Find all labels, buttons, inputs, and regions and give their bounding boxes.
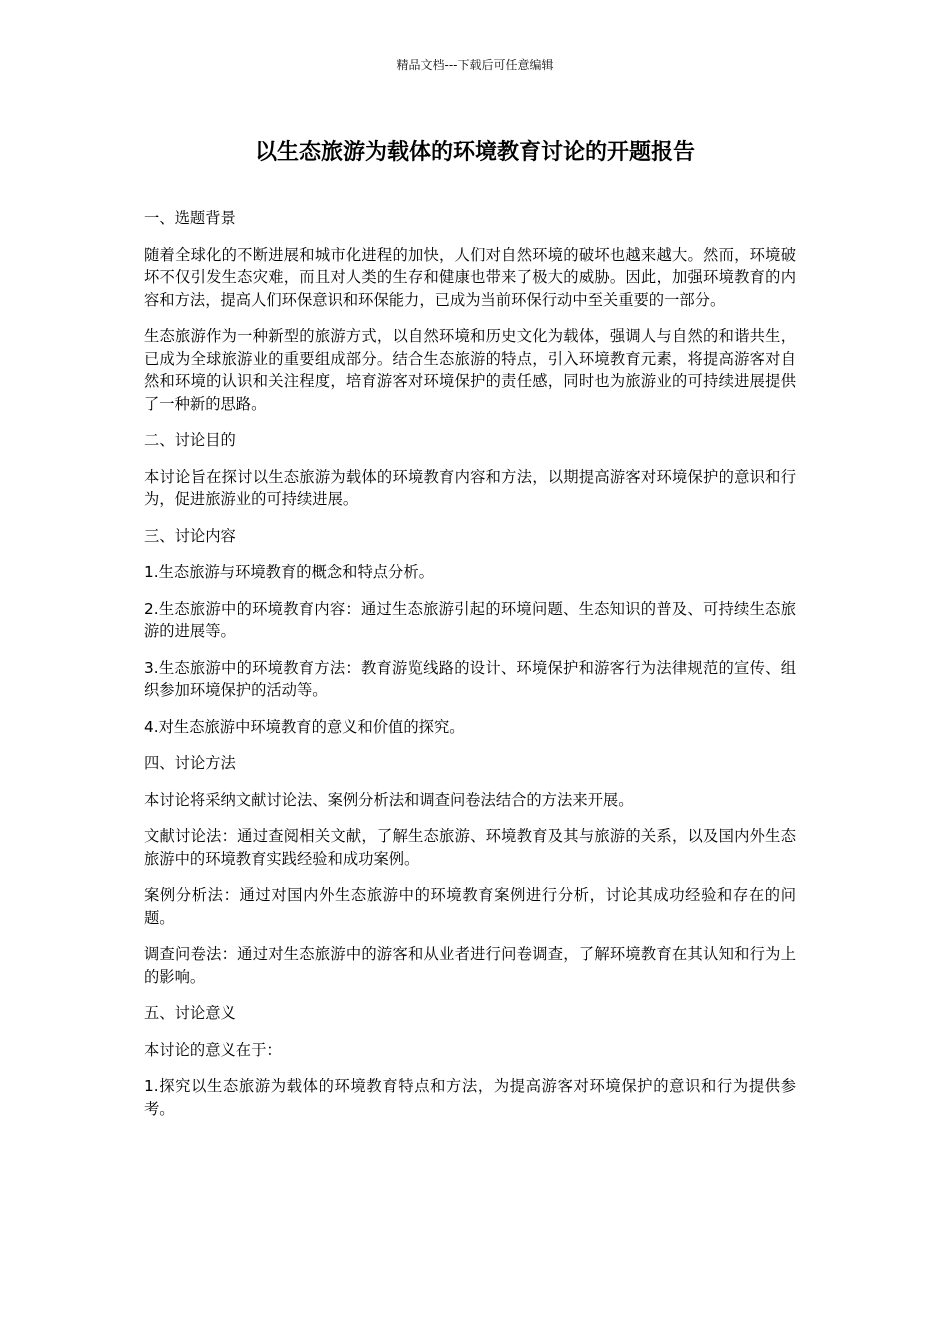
document-body	[144, 207, 796, 1134]
body-paragraph: 随着全球化的不断进展和城市化进程的加快，人们对自然环境的破坏也越来越大。然而，环境破坏不仅引发生态灾难，而且对人类的生存和健康也带来了极大的威胁。因此，加强环境教育的内容和方法，提高人们环保意识和环保能力，已成为当前环保行动中至关重要的一部分。	[144, 245, 796, 309]
list-item: 1.探究以生态旅游为载体的环境教育特点和方法，为提高游客对环境保护的意识和行为提供参考。	[144, 1077, 796, 1118]
header-note: 精品文档---下载后可任意编辑	[396, 58, 554, 72]
body-paragraph: 本讨论将采纳文献讨论法、案例分析法和调查问卷法结合的方法来开展。	[144, 790, 634, 809]
body-paragraph: 文献讨论法：通过查阅相关文献，了解生态旅游、环境教育及其与旅游的关系，以及国内外生态旅游中的环境教育实践经验和成功案例。	[144, 827, 796, 868]
body-paragraph: 生态旅游作为一种新型的旅游方式，以自然环境和历史文化为载体，强调人与自然的和谐共生，已成为全球旅游业的重要组成部分。结合生态旅游的特点，引入环境教育元素，将提高游客对自然和环境的认识和关注程度，培育游客对环境保护的责任感，同时也为旅游业的可持续进展提供了一种新的思路。	[144, 327, 796, 413]
body-paragraph: 案例分析法：通过对国内外生态旅游中的环境教育案例进行分析，讨论其成功经验和存在的问题。	[144, 886, 796, 927]
list-item: 2.生态旅游中的环境教育内容：通过生态旅游引起的环境问题、生态知识的普及、可持续生态旅游的进展等。	[144, 599, 796, 640]
list-item: 1.生态旅游与环境教育的概念和特点分析。	[144, 563, 434, 581]
section-heading-content: 三、讨论内容	[144, 526, 236, 545]
body-paragraph: 本讨论旨在探讨以生态旅游为载体的环境教育内容和方法，以期提高游客对环境保护的意识和行为，促进旅游业的可持续进展。	[144, 467, 796, 508]
section-heading-significance: 五、讨论意义	[144, 1004, 236, 1022]
body-paragraph: 调查问卷法：通过对生态旅游中的游客和从业者进行问卷调查，了解环境教育在其认知和行为上的影响。	[144, 945, 796, 986]
list-item: 4.对生态旅游中环境教育的意义和价值的探究。	[144, 717, 465, 736]
section-heading-purpose: 二、讨论目的	[144, 431, 236, 449]
section-heading-background: 一、选题背景	[144, 209, 236, 227]
list-item: 3.生态旅游中的环境教育方法：教育游览线路的设计、环境保护和游客行为法律规范的宣传、组织参加环境保护的活动等。	[144, 658, 796, 699]
document-title: 以生态旅游为载体的环境教育讨论的开题报告	[254, 140, 695, 165]
section-heading-methods: 四、讨论方法	[144, 754, 236, 772]
body-paragraph: 本讨论的意义在于：	[144, 1040, 282, 1059]
